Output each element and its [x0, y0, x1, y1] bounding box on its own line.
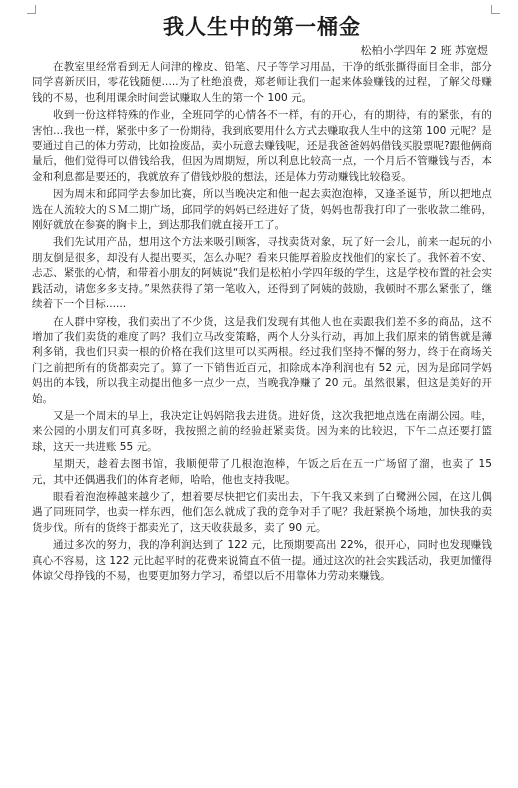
crop-mark-top-right	[491, 5, 500, 14]
paragraph-8: 眼看着泡泡棒越来越少了，想着要尽快把它们卖出去，下午我又来到了白鹭洲公园，在这儿偶遇了同班同学，也卖一样东西，他们怎么就成了我的竞争对手了呢？我赶紧换个场地，加快我的卖货步伐。所有的货终于都卖光了，这天收获最多，卖了 90 元。	[32, 490, 492, 534]
paragraph-3: 因为周末和邱同学去参加比赛，所以当晚决定和他一起去卖泡泡棒，又逢圣诞节，所以把地点选在人流较大的ＳＭ二期广场，邱同学的妈妈已经进好了货，妈妈也帮我打印了一张收款二维码，刚好就放在参赛的胸卡上，到达那我们就直接开工了。	[32, 188, 492, 232]
essay-title: 我人生中的第一桶金	[163, 14, 361, 39]
paragraph-2: 收到一份这样特殊的作业，全班同学的心情各不一样，有的开心，有的期待，有的紧张，有的害怕...我也一样，紧张中多了一份期待，我到底要用什么方式去赚取我人生中的这第 100 元呢？是要通过自己的体力劳动，比如捡废品，卖小玩意去赚钱呢，还是我爸爸妈妈借钱买股票呢?跟他俩商量后，他们觉得可以借钱给我，但因为周期短，所以利息比较高一点，一个月后不管赚钱与否，本金和利息都是要还的，我就放弃了借钱炒股的想法，还是体力劳动赚钱比较稳妥。	[32, 109, 492, 183]
paragraph-6: 又是一个周末的早上，我决定让妈妈陪我去进货。进好货，这次我把地点选在南湖公园。哇，来公园的小朋友们可真多呀，我按照之前的经验赶紧卖货。因为来的比较迟，下午二点还要打篮球，这天一共进账 55 元。	[32, 409, 492, 453]
paragraph-1: 在教室里经常看到无人问津的橡皮、铅笔、尺子等学习用品，干净的纸张撕得面目全非，部分同学喜新厌旧，零花钱随便.....为了杜绝浪费，郑老师让我们一起来体验赚钱的过程，了解父母赚钱的不易，也利用课余时间尝试赚取人生的第一个 100 元。	[32, 61, 492, 104]
crop-mark-top-left	[27, 5, 36, 14]
paragraph-5: 在人群中穿梭，我们卖出了不少货，这是我们发现有其他人也在卖跟我们差不多的商品，这不增加了我们卖货的难度了吗？我们立马改变策略，两个人分头行动，再加上我们原来的销售就是薄利多销，我也们只卖一根的价格在我们这里可以买两根。经过我们坚持不懈的努力，终于在商场关门之前把所有的货都卖完了。算了一下销售近百元，扣除成本净利润也有 52 元，因为是邱同学妈妈出的本钱，所以我主动提出他多一点少一点，当晚我净赚了 20 元。虽然很累，但这是美好的开始。	[32, 315, 492, 405]
author-byline: 松柏小学四年 2 班 苏宽煜	[360, 44, 488, 57]
paragraph-4: 我们先试用产品，想用这个方法来吸引顾客，寻找卖货对象，玩了好一会儿，前来一起玩的小朋友倒是很多，却没有人提出要买，怎么办呢？看来只能厚着脸皮找他们的家长了。我怀着不安、忐忑、紧张的心情，和带着小朋友的阿姨说“我们是松柏小学四年级的学生，这是学校布置的社会实践活动，请您多多支持。”果然获得了第一笔收入，还得到了阿姨的鼓励，我顿时不那么紧张了，继续着下一个目标......	[32, 236, 492, 311]
paragraph-7: 星期天，趁着去图书馆，我顺便带了几根泡泡棒，午饭之后在五一广场留了溜，也卖了 15 元，其中还偶遇我们的体育老师，哈哈，他也支持我呢。	[32, 458, 492, 486]
paragraph-9: 通过多次的努力，我的净利润达到了 122 元，比预期要高出 22%，很开心，同时也发现赚钱真心不容易，这 122 元比起平时的花费来说简直不值一提。通过这次的社会实践活动，我更加懂得体谅父母挣钱的不易，也要更加努力学习，希望以后不用靠体力劳动来赚钱。	[32, 539, 492, 582]
